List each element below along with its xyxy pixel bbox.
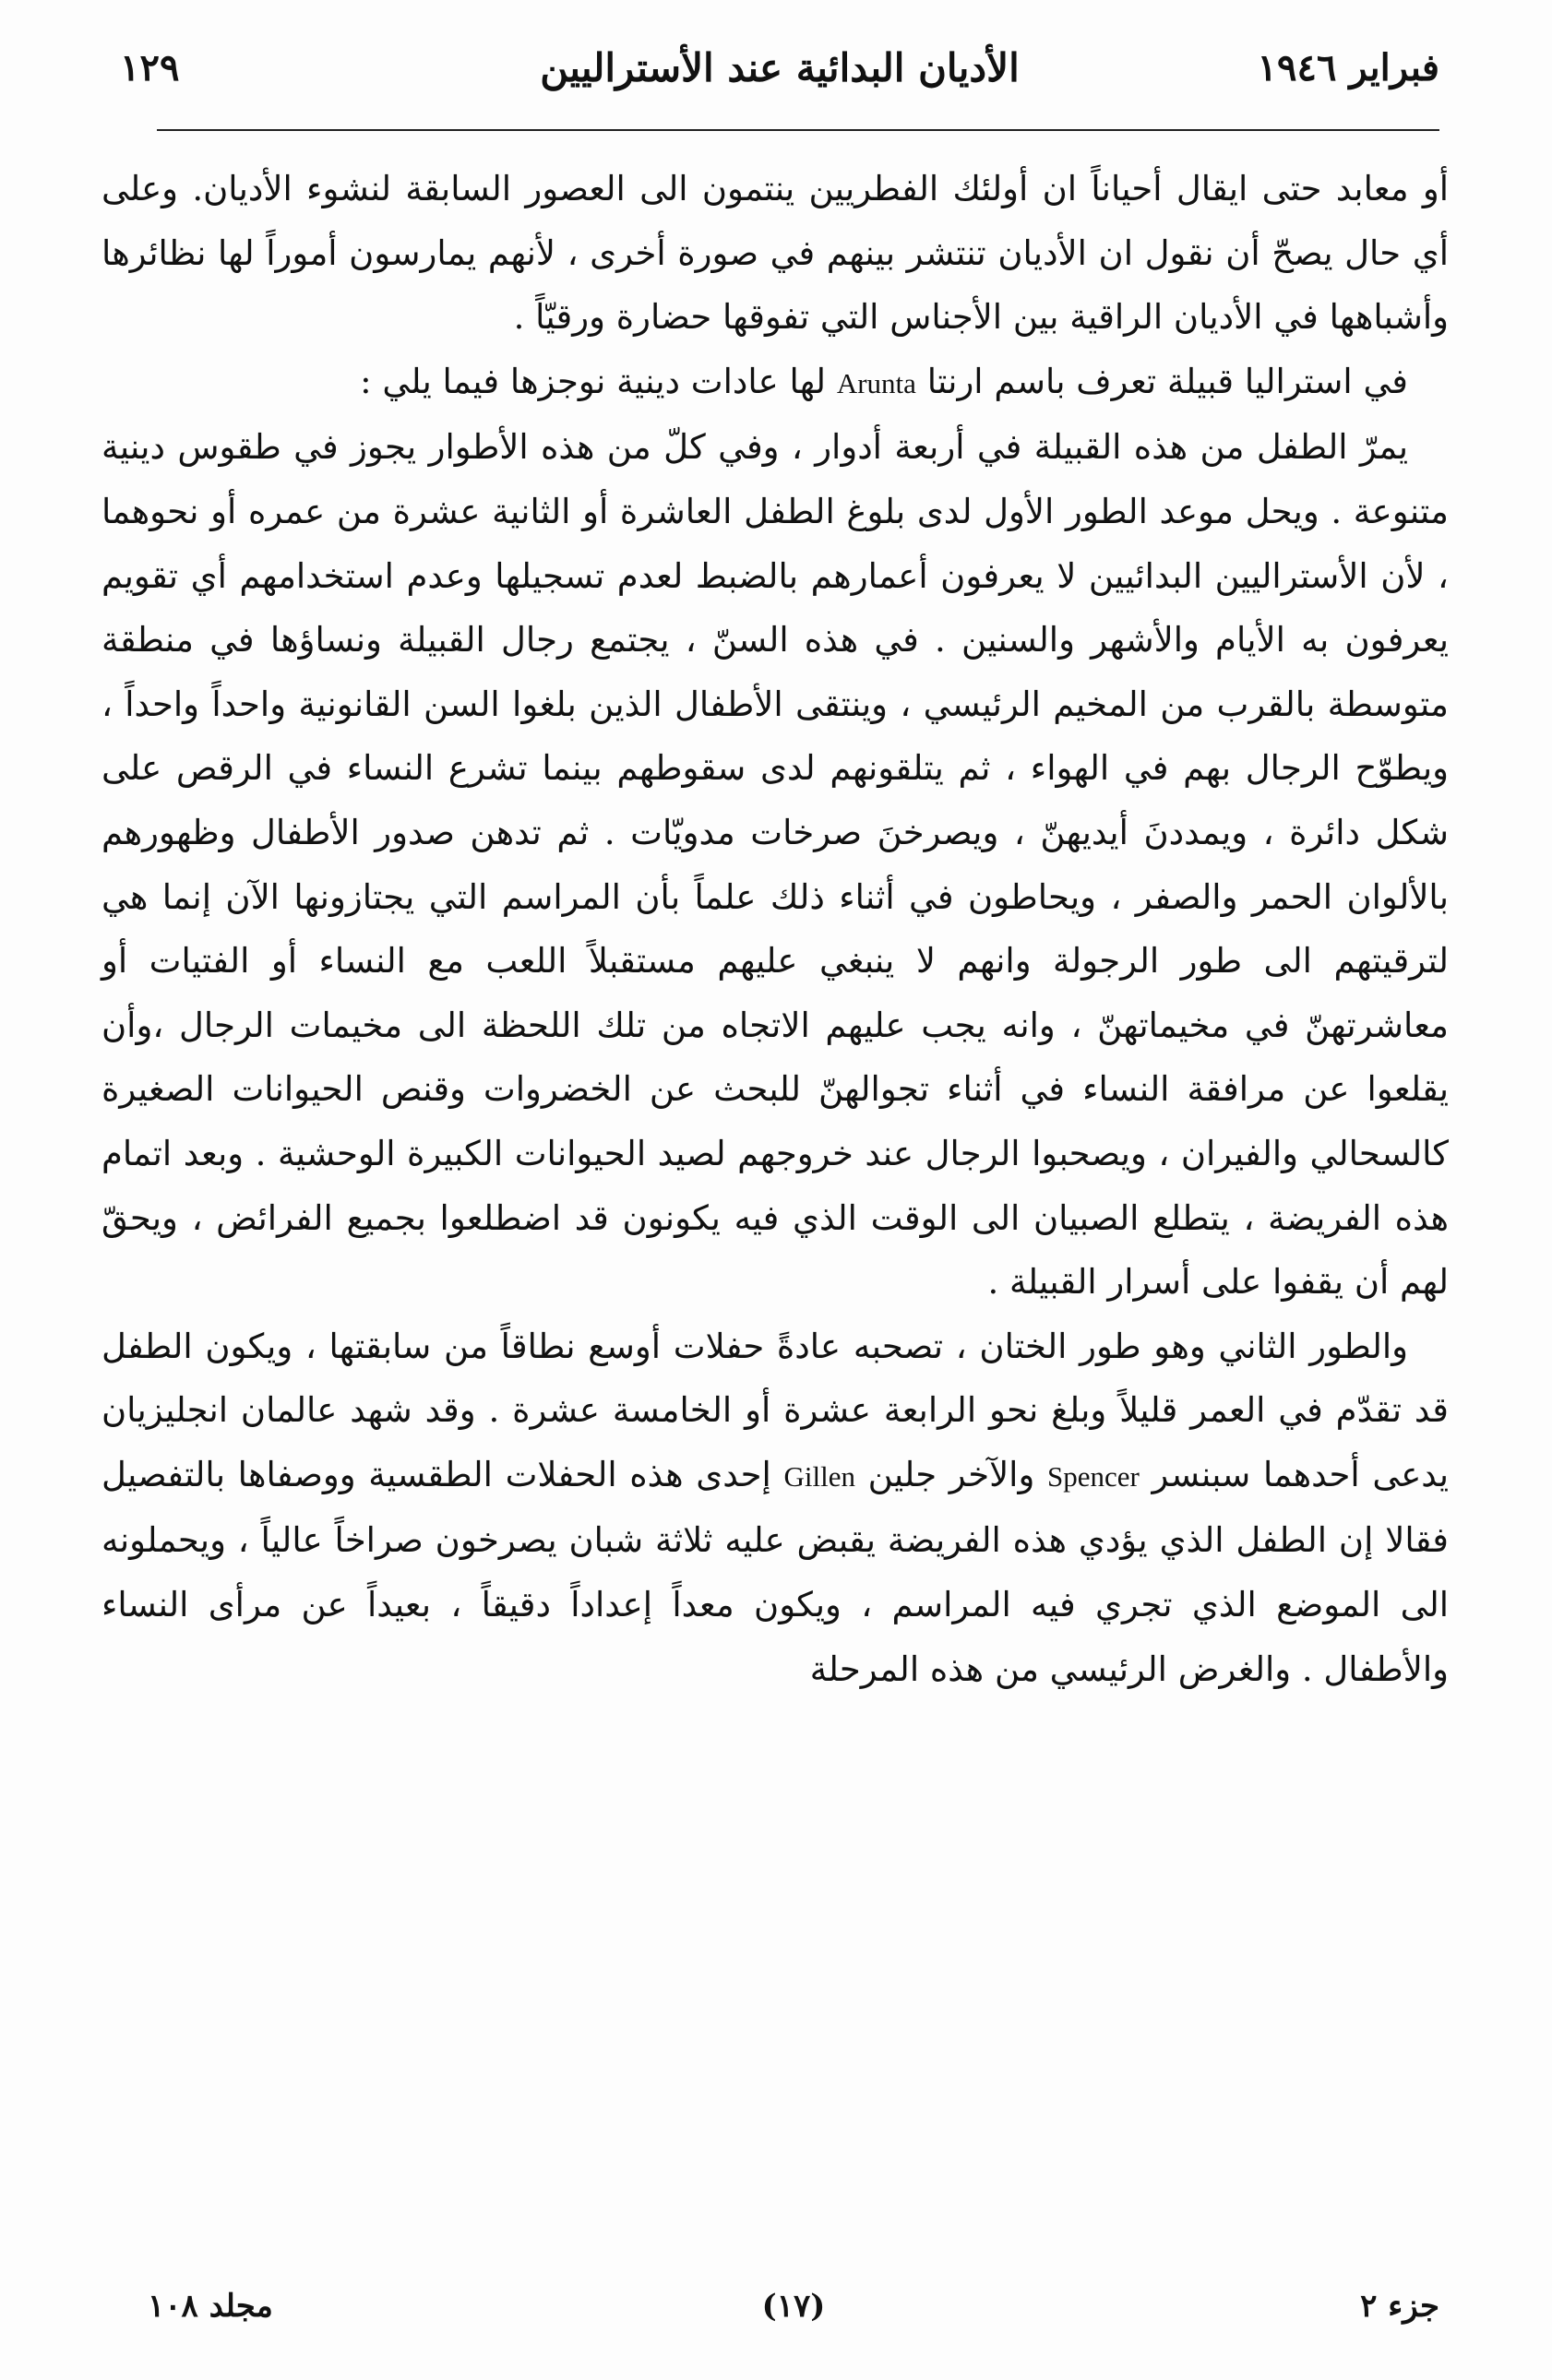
paragraph-1: أو معابد حتى ايقال أحياناً ان أولئك الفطريين ينتمون الى العصور السابقة لنشوء الأديان. وعلى أي حال يصحّ أن نقول ان الأديان تنتشر بينهم في صورة أخرى ، لأنهم يمارسون أموراً لها نظائرها وأشباهها في الأديان الراقية بين الأجناس التي تفوقها حضارة ورقيّاً . [101,169,1450,338]
header-rule [157,129,1439,131]
paragraph-2 [101,350,1449,416]
page-footer [148,2279,1439,2334]
footer-volume: مجلد ١٠٨ [148,2288,273,2325]
paragraph-4-text-middle: والآخر جلين [867,1454,1035,1494]
paragraph-2-text-before: في استراليا قبيلة تعرف باسم ارنتا [926,361,1408,401]
footer-signature: (١٧) [761,2288,826,2325]
header-date: فبراير ١٩٤٦ [1257,46,1439,89]
paragraph-4-text-after: إحدى هذه الحفلات الطقسية ووصفاها بالتفصيل فقالا إن الطفل الذي يؤدي هذه الفريضة يقبض عليه ثلاثة شبان يصرخون صراخاً عالياً ، ويحملونه الى الموضع الذي تجري فيه المراسم ، ويكون معداً إعداداً دقيقاً ، بعيداً عن مرأى النساء والأطفال . والغرض الرئيسي من هذه المرحلة [101,1454,1449,1689]
page-number: ١٢٩ [120,46,180,89]
footer-part: جزء ٢ [1360,2288,1439,2325]
latin-term-gillen: Gillen [783,1459,855,1493]
paragraph-4 [101,1315,1449,1702]
latin-term-arunta: Arunta [836,366,916,399]
paragraph-4-text-before: والطور الثاني وهو طور الختان ، تصحبه عادةً حفلات أوسع نطاقاً من سابقتها ، ويكون الطفل قد تقدّم في العمر قليلاً وبلغ نحو الرابعة عشرة أو الخامسة عشرة . وقد شهد عالمان انجليزيان يدعى أحدهما سبنسر [101,1326,1450,1494]
header-title: الأديان البدائية عند الأستراليين [540,45,1020,90]
paragraph-3: يمرّ الطفل من هذه القبيلة في أربعة أدوار ، وفي كلّ من هذه الأطوار يجوز في طقوس دينية متنوعة . ويحل موعد الطور الأول لدى بلوغ الطفل العاشرة أو الثانية عشرة من عمره أو نحوهما ، لأن الأستراليين البدائيين لا يعرفون أعمارهم بالضبط لعدم تسجيلها وعدم استخدامهم أي تقويم يعرفون به الأيام والأشهر والسنين . في هذه السنّ ، يجتمع رجال القبيلة ونساؤها في منطقة متوسطة بالقرب من المخيم الرئيسي ، وينتقى الأطفال الذين بلغوا السن القانونية واحداً واحداً ، ويطوّح الرجال بهم في الهواء ، ثم يتلقونهم لدى سقوطهم بينما تشرع النساء في الرقص على شكل دائرة ، ويمددنَ أيديهنّ ، ويصرخنَ صرخات مدويّات . ثم تدهن صدور الأطفال وظهورهم بالألوان الحمر والصفر ، ويحاطون في أثناء ذلك علماً بأن المراسم التي يجتازونها الآن إنما هي لترقيتهم الى طور الرجولة وانهم لا ينبغي عليهم مستقبلاً اللعب مع النساء أو الفتيات أو معاشرتهنّ في مخيماتهنّ ، وانه يجب عليهم الاتجاه من تلك اللحظة الى مخيمات الرجال ،وأن يقلعوا عن مرافقة النساء في أثناء تجوالهنّ للبحث عن الخضروات وقنص الحيوانات الصغيرة كالسحالي والفيران ، ويصحبوا الرجال عند خروجهم لصيد الحيوانات الكبيرة الوحشية . وبعد اتمام هذه الفريضة ، يتطلع الصبيان الى الوقت الذي فيه يكونون قد اضطلعوا بجميع الفرائض ، ويحقّ لهم أن يقفوا على أسرار القبيلة . [101,427,1449,1303]
running-header [120,35,1439,101]
latin-term-spencer: Spencer [1047,1459,1140,1493]
paragraph-2-text-after: لها عادات دينية نوجزها فيما يلي : [360,361,827,401]
article-body [101,157,1449,1701]
